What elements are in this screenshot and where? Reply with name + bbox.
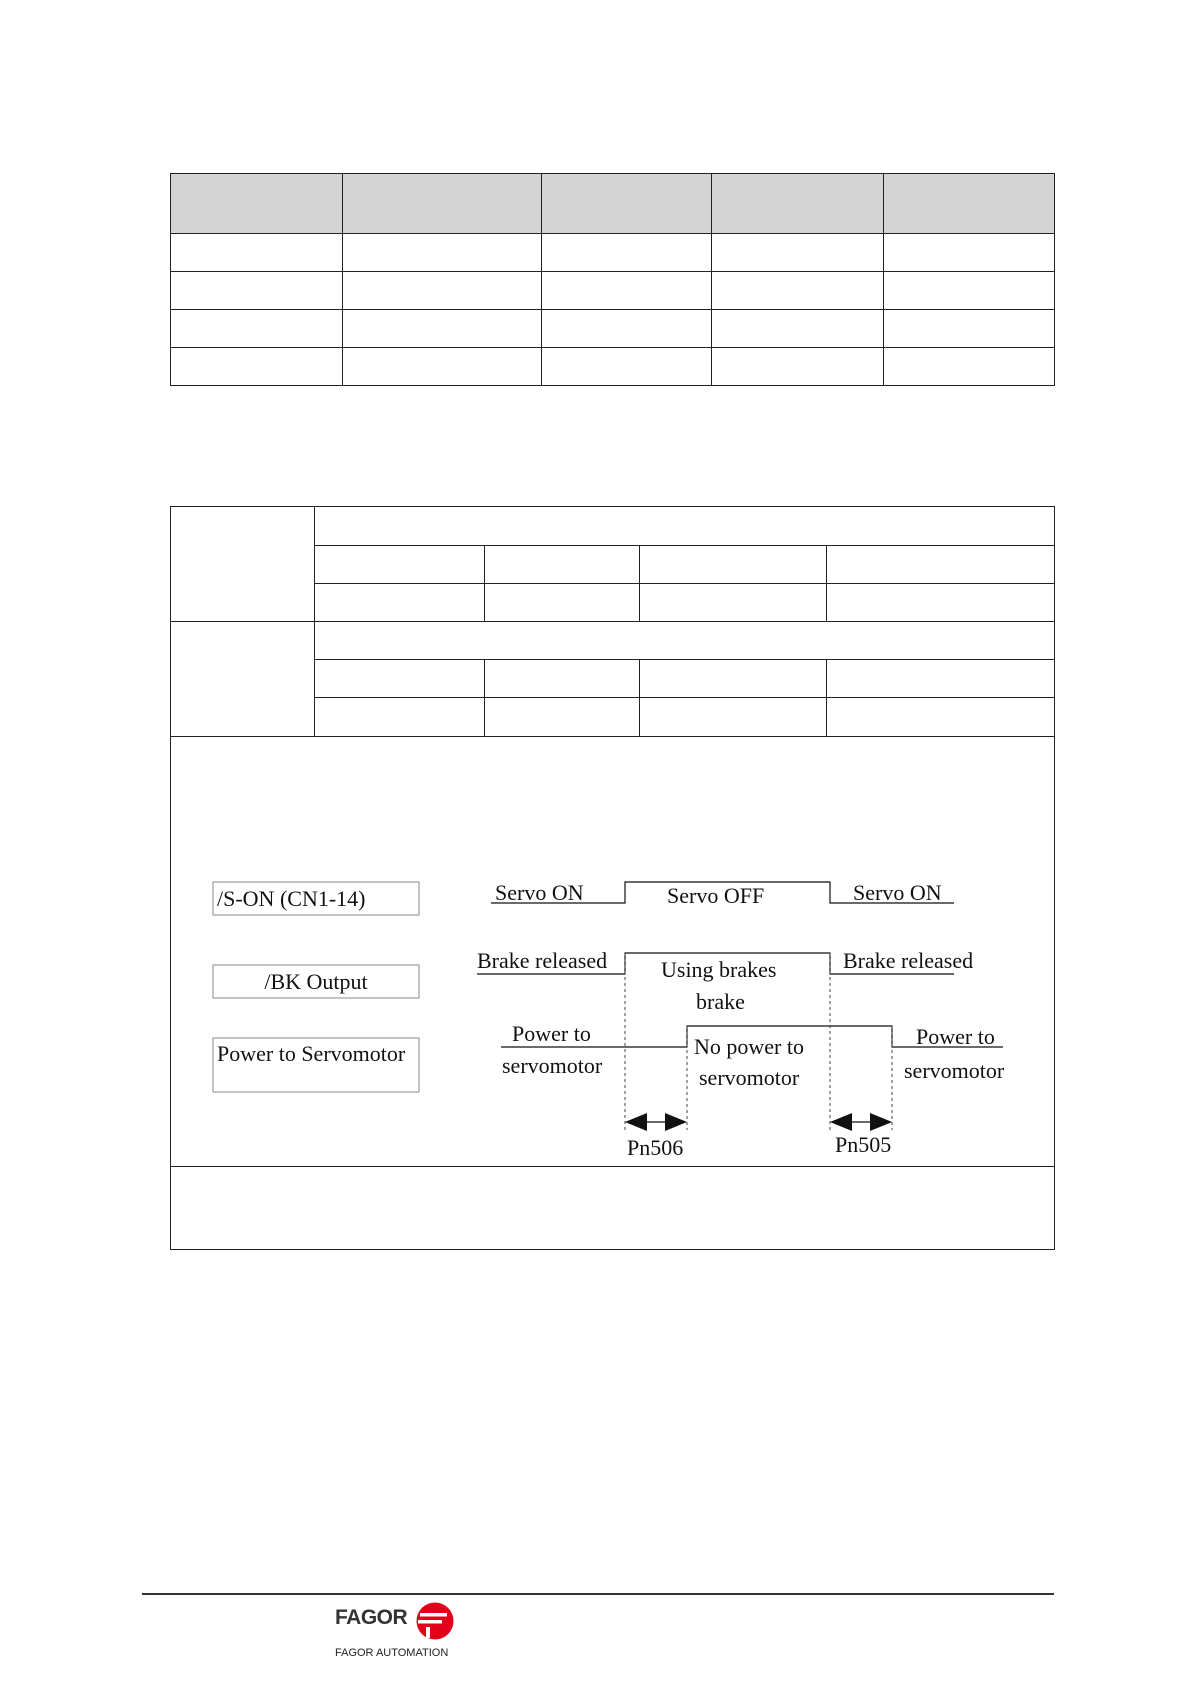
table-2-row	[171, 737, 1055, 1167]
table-1-cell	[884, 310, 1055, 348]
footer-rule	[142, 1593, 1054, 1595]
table-1-header-cell	[171, 174, 343, 234]
table-2-group-1-title-cell	[315, 507, 1055, 546]
table-1-cell	[171, 272, 343, 310]
table-1-row	[171, 234, 1055, 272]
signal-name-son: /S-ON (CN1-14)	[217, 886, 366, 911]
table-1-cell	[712, 272, 884, 310]
signal-name-power: Power to Servomotor	[217, 1041, 406, 1066]
signal-name-bk: /BK Output	[264, 969, 368, 994]
table-2-cell	[827, 698, 1055, 737]
power-state-middle-line1: No power to	[694, 1034, 804, 1059]
table-1-cell	[712, 348, 884, 386]
servo-state-left: Servo ON	[495, 880, 584, 905]
table-2-cell	[315, 660, 485, 698]
off-delay-parameter: Pn506	[627, 1135, 684, 1160]
table-2-cell	[315, 698, 485, 737]
brake-state-left: Brake released	[477, 948, 608, 973]
table-2-note-cell	[171, 1167, 1055, 1250]
table-2-cell	[640, 660, 827, 698]
on-delay-parameter: Pn505	[835, 1132, 892, 1157]
logo-stripe	[418, 1620, 442, 1624]
table-1-cell	[343, 310, 542, 348]
table-2-cell	[485, 546, 640, 584]
servo-state-right: Servo ON	[853, 880, 942, 905]
table-2-group-2-title-cell	[315, 622, 1055, 660]
footer-brand-wordmark: FAGOR	[335, 1606, 408, 1629]
table-1-cell	[343, 272, 542, 310]
table-2-cell	[315, 546, 485, 584]
table-1-cell	[171, 348, 343, 386]
table-1-row	[171, 272, 1055, 310]
table-1-cell	[712, 234, 884, 272]
power-state-left-line2: servomotor	[502, 1053, 603, 1078]
table-2-group-2-label-cell	[171, 622, 315, 737]
fagor-logo-icon	[416, 1602, 454, 1640]
timing-diagram-cell	[171, 737, 1055, 1167]
table-1-cell	[884, 272, 1055, 310]
table-1-cell	[171, 234, 343, 272]
table-1-cell	[542, 234, 712, 272]
table-1-cell	[171, 310, 343, 348]
table-1-cell	[884, 234, 1055, 272]
table-1-header-cell	[343, 174, 542, 234]
table-1-header-row	[171, 174, 1055, 234]
table-1	[170, 173, 1055, 386]
table-2-cell	[640, 698, 827, 737]
table-2-cell	[640, 584, 827, 622]
table-1-row	[171, 348, 1055, 386]
brake-state-right: Brake released	[843, 948, 974, 973]
table-2-cell	[827, 660, 1055, 698]
table-2-cell	[485, 584, 640, 622]
table-2	[170, 506, 1055, 1250]
table-1-header-cell	[712, 174, 884, 234]
power-state-right-line2: servomotor	[904, 1058, 1005, 1083]
table-2-cell	[485, 698, 640, 737]
table-2-row	[171, 507, 1055, 546]
table-2-cell	[315, 584, 485, 622]
brake-state-middle-line1: Using brakes	[661, 957, 777, 982]
table-1-cell	[343, 348, 542, 386]
table-2-group-1-label-cell	[171, 507, 315, 622]
logo-stripe	[420, 1613, 447, 1617]
power-state-right-line1: Power to	[916, 1024, 995, 1049]
table-1-cell	[343, 234, 542, 272]
servo-state-middle: Servo OFF	[667, 883, 765, 908]
logo-stripe	[426, 1627, 430, 1638]
table-1-header-cell	[542, 174, 712, 234]
table-2-row	[171, 1167, 1055, 1250]
brake-state-middle-line2: brake	[696, 989, 745, 1014]
power-state-left-line1: Power to	[512, 1021, 591, 1046]
table-1-cell	[542, 348, 712, 386]
table-2-cell	[485, 660, 640, 698]
power-state-middle-line2: servomotor	[699, 1065, 800, 1090]
table-1-cell	[542, 310, 712, 348]
table-1-cell	[542, 272, 712, 310]
table-2-cell	[640, 546, 827, 584]
table-2-row	[171, 622, 1055, 660]
table-1-cell	[712, 310, 884, 348]
table-1-row	[171, 310, 1055, 348]
table-2-cell	[827, 546, 1055, 584]
table-1-cell	[884, 348, 1055, 386]
table-2-cell	[827, 584, 1055, 622]
table-1-header-cell	[884, 174, 1055, 234]
footer-company-name: FAGOR AUTOMATION	[335, 1647, 449, 1659]
